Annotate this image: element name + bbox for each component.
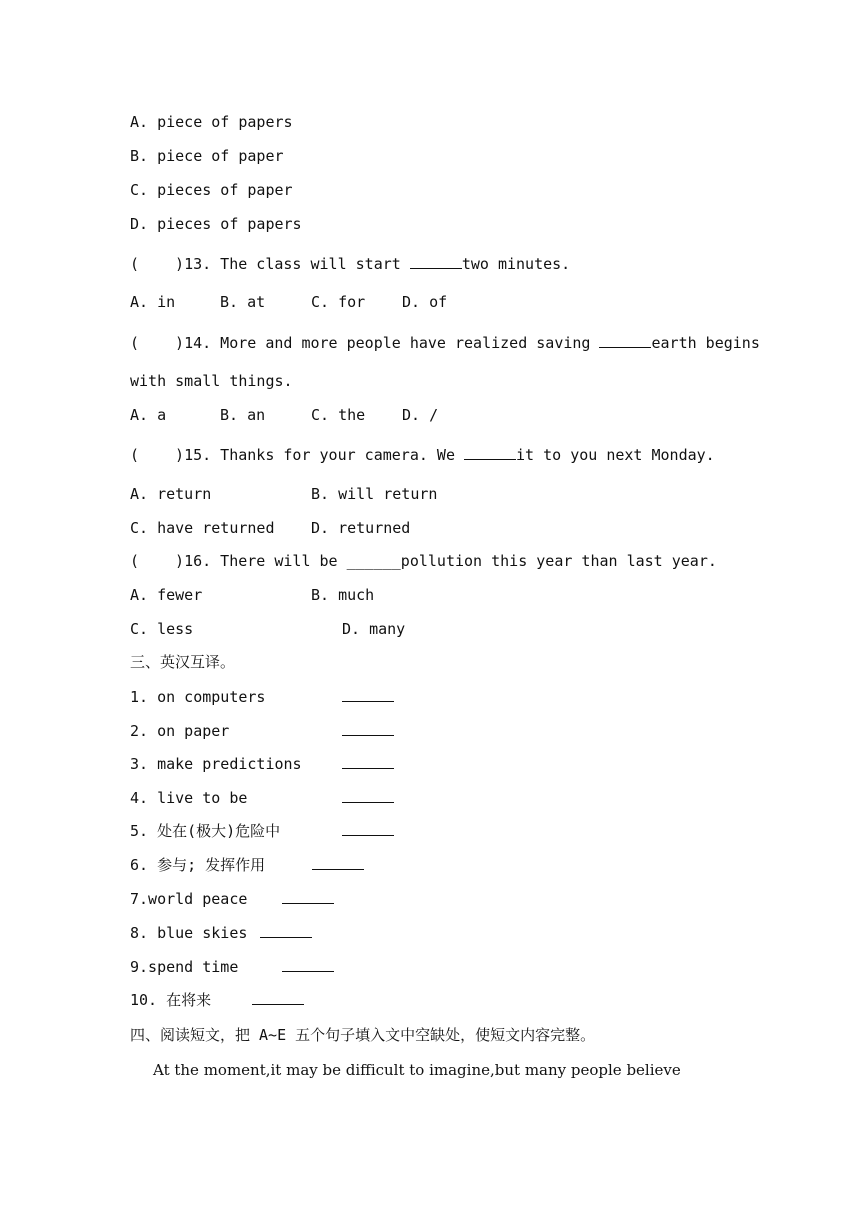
question-number: 13. xyxy=(184,255,212,273)
answer-blank xyxy=(410,254,462,269)
question-stem: There will be ______pollution this year than last year. xyxy=(211,552,717,570)
answer-blank xyxy=(342,788,394,803)
translation-item: 10. 在将来 xyxy=(130,990,211,1010)
option-a: A. fewer xyxy=(130,586,203,604)
passage-text: At the moment,it may be difficult to imagine,but many people believe xyxy=(153,1061,681,1079)
options-row xyxy=(130,518,411,538)
option-d: D. pieces of papers xyxy=(130,215,302,233)
answer-paren-open: ( xyxy=(130,446,140,464)
question-stem-end: it to you next Monday. xyxy=(516,446,715,464)
answer-paren-close: ) xyxy=(175,255,185,273)
option-a: A. in xyxy=(130,293,176,311)
translation-item: 5. 处在(极大)危险中 xyxy=(130,821,280,841)
translation-item: 2. on paper xyxy=(130,721,229,741)
answer-blank xyxy=(282,889,334,904)
option-b: B. an xyxy=(220,406,266,424)
answer-paren-open: ( xyxy=(130,255,140,273)
question-stem: Thanks for your camera. We xyxy=(211,446,465,464)
option-c: C. less xyxy=(130,620,194,638)
answer-blank xyxy=(464,445,516,460)
answer-paren-close: ) xyxy=(175,334,185,352)
option-c: C. the xyxy=(311,406,366,424)
option-b: B. piece of paper xyxy=(130,147,284,165)
option-d: D. / xyxy=(402,406,439,424)
translation-item: 4. live to be xyxy=(130,788,247,808)
options-row xyxy=(130,585,375,605)
answer-blank xyxy=(342,721,394,736)
option-d: D. of xyxy=(402,293,448,311)
options-row xyxy=(130,484,438,504)
question-stem-end: two minutes. xyxy=(461,255,571,273)
answer-blank xyxy=(260,923,312,938)
option-c: C. have returned xyxy=(130,519,275,537)
options-row xyxy=(130,292,448,312)
options-row xyxy=(130,619,406,639)
section-4-title: 四、阅读短文，把 A~E 五个句子填入文中空缺处，使短文内容完整。 xyxy=(130,1026,596,1044)
option-c: C. pieces of paper xyxy=(130,181,293,199)
answer-paren-close: ) xyxy=(175,552,185,570)
option-a: A. piece of papers xyxy=(130,113,293,131)
translation-item: 8. blue skies xyxy=(130,923,247,943)
option-b: B. at xyxy=(220,293,266,311)
option-b: B. much xyxy=(311,586,375,604)
question-14-continued: with small things. xyxy=(130,372,293,390)
answer-paren-open: ( xyxy=(130,334,140,352)
answer-blank xyxy=(252,990,304,1005)
question-15 xyxy=(130,445,715,465)
options-row xyxy=(130,405,439,425)
option-d: D. returned xyxy=(311,519,411,537)
option-a: A. a xyxy=(130,406,167,424)
option-b: B. will return xyxy=(311,485,438,503)
question-stem: The class will start xyxy=(211,255,410,273)
question-number: 16. xyxy=(184,552,212,570)
answer-blank xyxy=(342,821,394,836)
question-stem-end: earth begins xyxy=(651,334,760,352)
answer-blank xyxy=(282,957,334,972)
translation-item: 6. 参与; 发挥作用 xyxy=(130,855,265,875)
translation-item: 7.world peace xyxy=(130,889,247,909)
question-14 xyxy=(130,333,760,353)
question-16 xyxy=(130,551,717,571)
question-stem: More and more people have realized saving xyxy=(211,334,600,352)
question-13 xyxy=(130,254,570,274)
question-number: 14. xyxy=(184,334,212,352)
option-d: D. many xyxy=(342,620,406,638)
option-c: C. for xyxy=(311,293,366,311)
translation-item: 1. on computers xyxy=(130,687,265,707)
answer-blank xyxy=(599,333,651,348)
answer-paren-open: ( xyxy=(130,552,140,570)
option-a: A. return xyxy=(130,485,212,503)
translation-item: 9.spend time xyxy=(130,957,238,977)
section-3-title: 三、英汉互译。 xyxy=(130,653,236,671)
answer-blank xyxy=(342,754,394,769)
translation-item: 3. make predictions xyxy=(130,754,302,774)
question-number: 15. xyxy=(184,446,212,464)
answer-paren-close: ) xyxy=(175,446,185,464)
answer-blank xyxy=(342,687,394,702)
answer-blank xyxy=(312,855,364,870)
